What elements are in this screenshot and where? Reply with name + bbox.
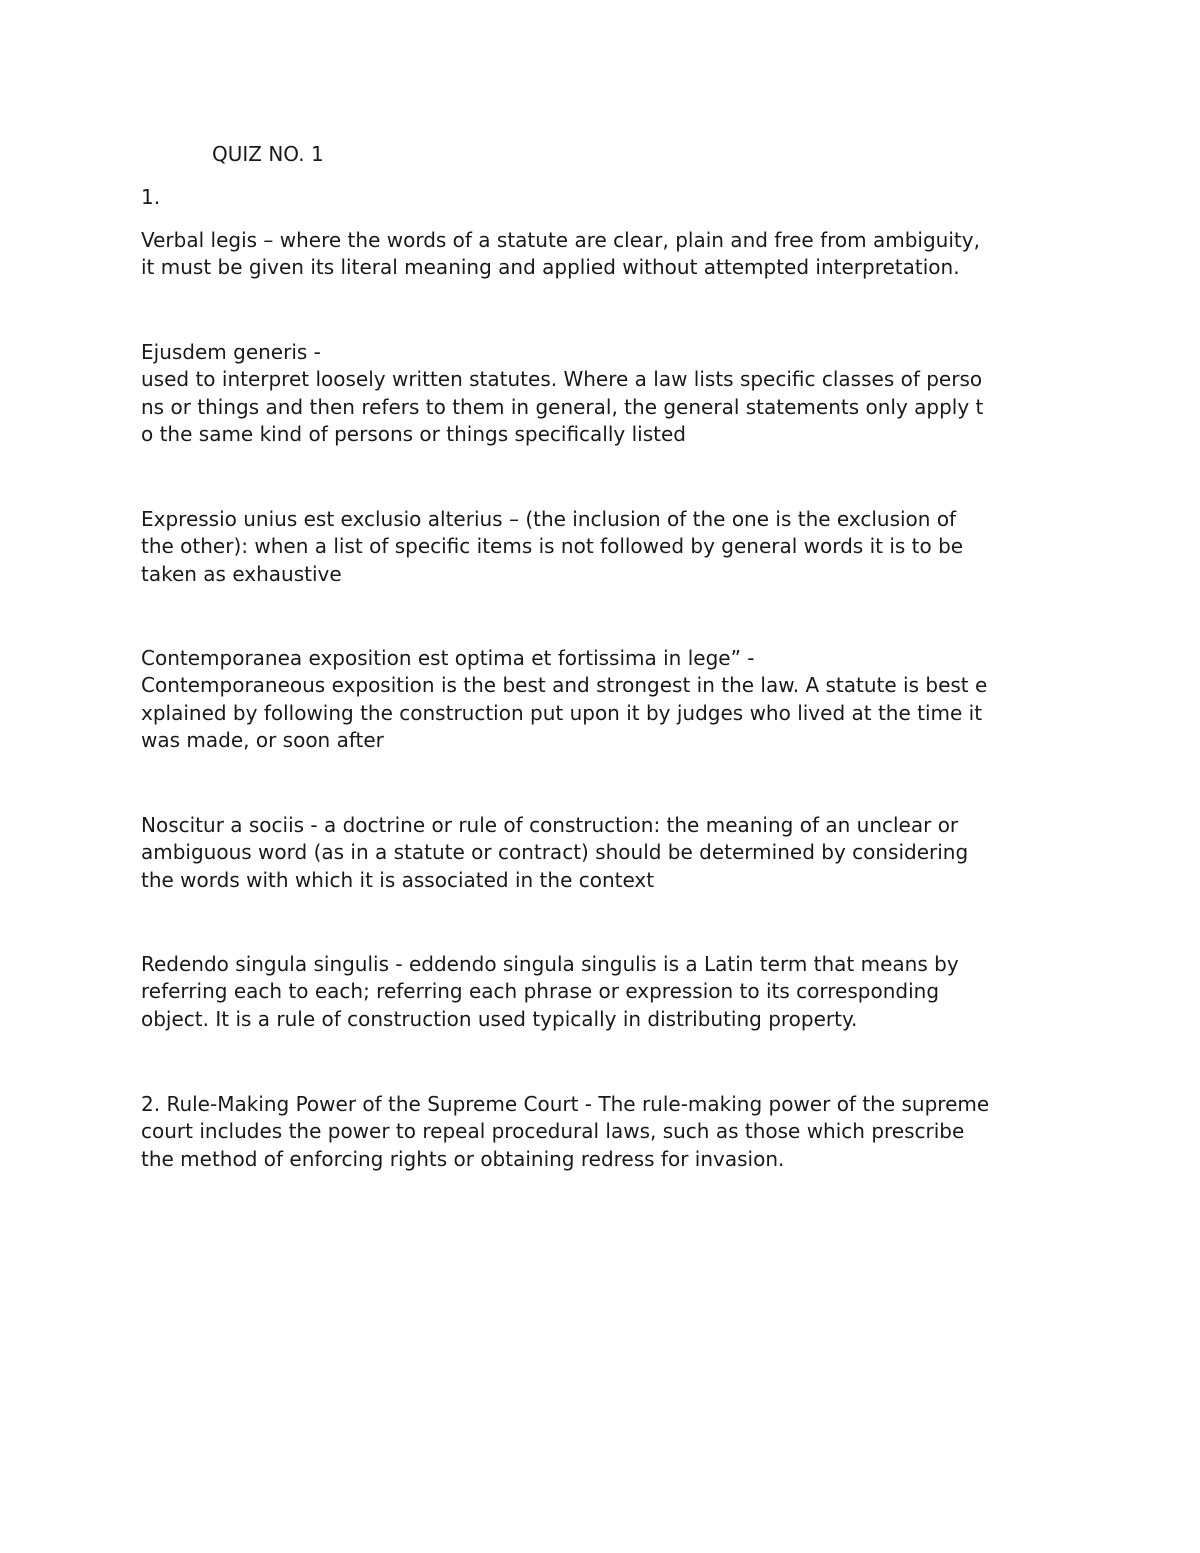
paragraph-line: 2. Rule-Making Power of the Supreme Court - The rule-making power of the supreme: [141, 1092, 990, 1116]
paragraph-line: xplained by following the construction put upon it by judges who lived at the time it: [141, 700, 983, 725]
paragraph-line: Verbal legis – where the words of a statute are clear, plain and free from ambiguity,: [141, 228, 980, 252]
paragraph-line: the other): when a list of specific items is not followed by general words it is to be: [141, 534, 964, 559]
paragraph-line: ns or things and then refers to them in general, the general statements only apply t: [141, 394, 984, 419]
paragraph-verbal-legis: [141, 227, 1071, 282]
quiz-title: QUIZ NO. 1: [212, 142, 324, 166]
paragraph-line: the method of enforcing rights or obtaining redress for invasion.: [141, 1146, 785, 1171]
item-number: 1.: [141, 185, 161, 209]
paragraph-line: referring each to each; referring each phrase or expression to its corresponding: [141, 979, 940, 1004]
paragraph-line: court includes the power to repeal procedural laws, such as those which prescribe: [141, 1119, 965, 1144]
paragraph-line: used to interpret loosely written statutes. Where a law lists specific classes of perso: [141, 367, 983, 392]
paragraph-rule-making-power: [141, 1091, 1071, 1173]
paragraph-line: it must be given its literal meaning and applied without attempted interpretation.: [141, 255, 960, 280]
paragraph-line: Noscitur a sociis - a doctrine or rule of construction: the meaning of an unclear or: [141, 813, 959, 837]
paragraph-redendo-singula: [141, 951, 1071, 1033]
paragraph-line: Redendo singula singulis - eddendo singula singulis is a Latin term that means by: [141, 952, 959, 976]
paragraph-line: object. It is a rule of construction used typically in distributing property.: [141, 1006, 858, 1031]
paragraph-line: Expressio unius est exclusio alterius – (the inclusion of the one is the exclusion of: [141, 507, 957, 531]
paragraph-line: was made, or soon after: [141, 727, 384, 752]
paragraph-line: Ejusdem generis -: [141, 340, 321, 364]
paragraph-line: the words with which it is associated in the context: [141, 867, 655, 892]
paragraph-expressio-unius: [141, 506, 1071, 588]
paragraph-line: o the same kind of persons or things specifically listed: [141, 421, 686, 446]
paragraph-ejusdem-generis: [141, 339, 1071, 448]
paragraph-line: Contemporanea exposition est optima et fortissima in lege” -: [141, 646, 755, 670]
paragraph-line: ambiguous word (as in a statute or contract) should be determined by considering: [141, 840, 969, 865]
paragraph-noscitur-a-sociis: [141, 812, 1071, 894]
paragraph-contemporanea-exposition: [141, 645, 1071, 754]
paragraph-line: Contemporaneous exposition is the best and strongest in the law. A statute is best e: [141, 673, 988, 698]
paragraph-line: taken as exhaustive: [141, 561, 342, 586]
